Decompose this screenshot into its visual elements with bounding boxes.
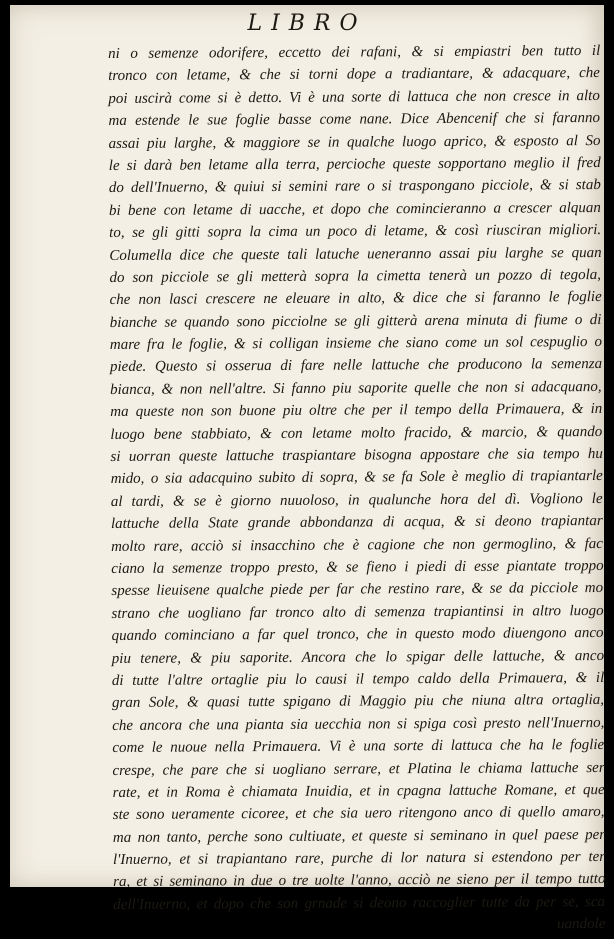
text-line: ma estende le sue foglie basse come nane. Dice Abencenif che si faranno: [108, 110, 601, 130]
text-line: mido, o sia adacquino subito di sopra, & se fa Sole è meglio di trapiantarle: [110, 468, 603, 488]
text-line: ma non tanto, perche sono cultiuate, et queste si seminano in quel paese per: [112, 826, 606, 846]
text-line: molto rare, acciò si insacchino che è cagione che non germoglino, & fac: [111, 535, 603, 555]
text-line: tronco con letame, & che si torni dope a tradiantare, & adacquare, che: [108, 65, 600, 85]
text-line: quando cominciano a far quel tronco, che in questo modo diuengono anco: [111, 625, 604, 645]
text-line: ni o semenze odorifere, eccetto dei rafani, & si empiastri ben tutto il: [108, 42, 601, 62]
text-line: bi bene con letame di uacche, et dopo che comincieranno a crescer alquan: [108, 199, 601, 219]
text-line: bianca, & non nell'altre. Si fanno piu saporite quelle che non si adacquano,: [110, 378, 602, 398]
text-line: ra, et si seminano in due o tre uolte l'anno, acciò ne sieno per il tempo tutto: [113, 871, 606, 891]
text-line: piede. Questo si osserua di fare nelle lattuche che producono la semenza: [109, 356, 603, 376]
text-line: lattuche della State grande abbondanza di acqua, & si deono trapiantar: [110, 513, 603, 533]
text-line: le si darà ben letame alla terra, percioche queste sopportano meglio il fred: [108, 154, 601, 174]
text-line: bianche se quando sono picciolne se gli gitterà arena minuta di fiume o di: [109, 311, 602, 331]
text-line: assai piu larghe, & maggiore se in qualche luogo aprico, & esposto al So: [108, 132, 601, 152]
book-page: [10, 5, 606, 933]
text-line: piu tenere, & piu saporite. Ancora che lo spigar delle lattuche, & anco: [111, 647, 605, 667]
text-line: che ancora che una pianta sia uecchia non si spiga così presto nell'Inuerno,: [112, 714, 605, 734]
text-line: al tardi, & se è giorno nuuoloso, in qualunche hora del dì. Vogliono le: [110, 490, 603, 510]
text-line: do son picciole se gli metterà sopra la cimetta tenerà un pozzo di tegola,: [109, 266, 602, 286]
text-line: di tutte l'altre ortaglie piu lo causi il tempo caldo della Primauera, & il: [111, 669, 605, 689]
text-line: Columella dice che queste tali latuche ueneranno assai piu larghe se quan: [109, 244, 602, 264]
text-line: ste sono ueramente cicoree, et che sia uero ritengono anco di quello amaro,: [112, 804, 605, 824]
catchword: uandole: [557, 916, 606, 933]
text-line: poi uscirà come si è detto. Vi è una sorte di lattuca che non cresce in alto: [108, 87, 600, 107]
text-line: do dell'Inuerno, & quiui si semini rare o si traspongano picciole, & si stab: [108, 177, 601, 197]
text-line: gran Sole, & quasi tutte spigano di Maggio piu che niuna altra ortaglia,: [111, 692, 605, 712]
text-line: che non lasci crescere ne eleuare in alto, & dice che si faranno le foglie: [109, 289, 602, 309]
text-line: luogo bene stabbiato, & con letame molto fracido, & marcio, & quando: [110, 423, 603, 443]
text-line: to, se gli gitti sopra la cima un poco di letame, & così riusciran migliori.: [109, 222, 602, 242]
text-line: l'Inuerno, et si trapiantano rare, purche di lor natura si estendono per ter: [112, 849, 606, 869]
text-line: mare fra le foglie, & si colligan insieme che siano come un sol cespuglio o: [109, 334, 602, 354]
text-line: si uorran queste lattuche traspiantare bisogna appostare che sia tempo hu: [110, 446, 603, 466]
text-line: dell'Inuerno, et dopo che son grnade si deono raccoglier tutte da per se, sca: [113, 893, 606, 913]
text-line: rate, et in Roma è chiamata Inuidia, et in cpagna lattuche Romane, et que: [112, 781, 605, 801]
text-line: strano che uogliano far tronco alto di semenza trapiantinsi in altro luogo: [111, 602, 604, 622]
text-line: ciano la semenze troppo presto, & se fieno i piedi di esse piantate troppo: [111, 557, 604, 577]
body-text: [108, 40, 605, 939]
running-title: LIBRO: [247, 11, 367, 36]
text-line: come le nuoue nella Primauera. Vi è una sorte di lattuca che ha le foglie: [112, 737, 605, 757]
text-line: ma queste non son buone piu oltre che per il tempo della Primauera, & in: [110, 401, 603, 421]
text-line: spesse lieuisene qualche piede per far che restino rare, & se da picciole mo: [111, 580, 604, 600]
text-line: crespe, che pare che si uogliano serrare, et Platina le chiama lattuche ser: [112, 759, 605, 779]
